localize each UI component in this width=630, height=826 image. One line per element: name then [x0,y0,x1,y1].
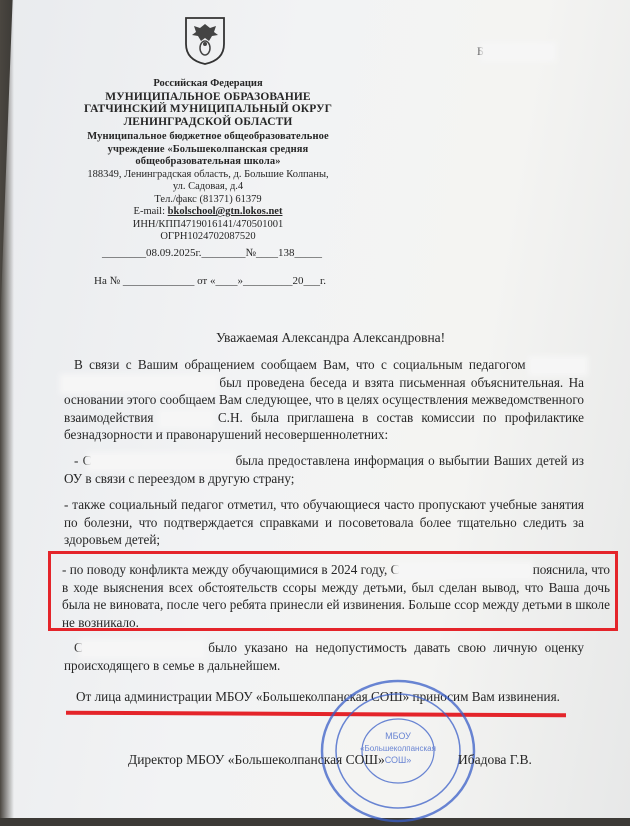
apology-line: От лица администрации МБОУ «Большеколпанская СОШ» приносим Вам извинения. [76,689,560,704]
incoming-reg: На № _____________ от «____»_________20___г. [94,275,327,287]
recipient-name: Б [477,44,552,59]
paragraph-bullet2: - также социальный педагог отметил, что обучающиеся часто пропускают учебные занятия по болезни, что подтверждается справками и посоветовала более тщательно следить за здоровьем детей; [64,497,584,548]
school-seal-stamp [318,676,478,826]
header-line2: ГАТЧИНСКИЙ МУНИЦИПАЛЬНЫЙ ОКРУГ [83,103,333,115]
address-line2: ул. Садовая, д.4 [172,181,244,192]
stamp-text-1: МБОУ [385,731,411,741]
country: Российская Федерация [153,78,263,89]
stamp-text-3: СОШ» [384,755,412,765]
outgoing-reg: ________08.09.2025г.________№____138_____ [102,247,323,259]
org-line3: общеобразовательная школа» [135,156,281,167]
header-line3: ЛЕНИНГРАДСКОЙ ОБЛАСТИ [123,115,293,128]
stamp-text-2: «Большеколпанская [360,744,436,753]
email-link[interactable]: bkolschool@gtn.lokos.net [167,206,283,217]
paragraph-bullet1: - С была предоставлена информация о выбытии Ваших детей из ОУ в связи с переездом в другую страну; [64,453,584,486]
red-highlight-box [48,551,618,631]
email-line: E-mail: bkolschool@gtn.lokos.net [133,206,283,217]
signature-name: Ибадова Г.В. [458,752,532,767]
ogrn: ОГРН1024702087520 [160,231,256,242]
letterhead [58,78,358,244]
page-shadow [0,0,14,818]
reg-number: 138 [278,247,295,259]
reg-date: 08.09.2025г. [146,247,202,259]
org-line2: учреждение «Большеколпанская средняя [107,143,309,155]
paragraph-final: С было указано на недопустимость давать свою личную оценку происходящего в семье в дальнейшем. [64,640,585,673]
inn: ИНН/КПП4719016141/470501001 [132,218,284,230]
header-line1: МУНИЦИПАЛЬНОЕ ОБРАЗОВАНИЕ [105,90,311,103]
paragraph-bullet3: - по поводу конфликта между обучающимися в 2024 году, С пояснила, что в ходе выяснения всех обстоятельств ссоры между детьми, был сделан вывод, что Ваша дочь была не виновата, после чего ребята принесли ей извинения. Больше ссор между детьми в школе не возникало. [62,562,611,630]
coat-of-arms-icon [182,14,228,66]
org-line1: Муниципальное бюджетное общеобразовательное [87,131,329,142]
address-line1: 188349, Ленинградская область, д. Большие Колпаны, [87,168,329,180]
signature-title: Директор МБОУ «Большеколпанская СОШ» [128,752,385,767]
paragraph-intro: В связи с Вашим обращением сообщаем Вам, что с социальным педагогом был проведена беседа и взята письменная объяснительная. На основании этого сообщаем Вам следующее, что в целях осуществления межведомственного взаимодействия С.Н. была приглашена в состав комиссии по профилактике безнадзорности и правонарушений несовершеннолетних: [64,357,584,443]
phone: Тел./факс (81371) 61379 [154,193,262,205]
greeting: Уважаемая Александра Александровна! [216,330,446,345]
